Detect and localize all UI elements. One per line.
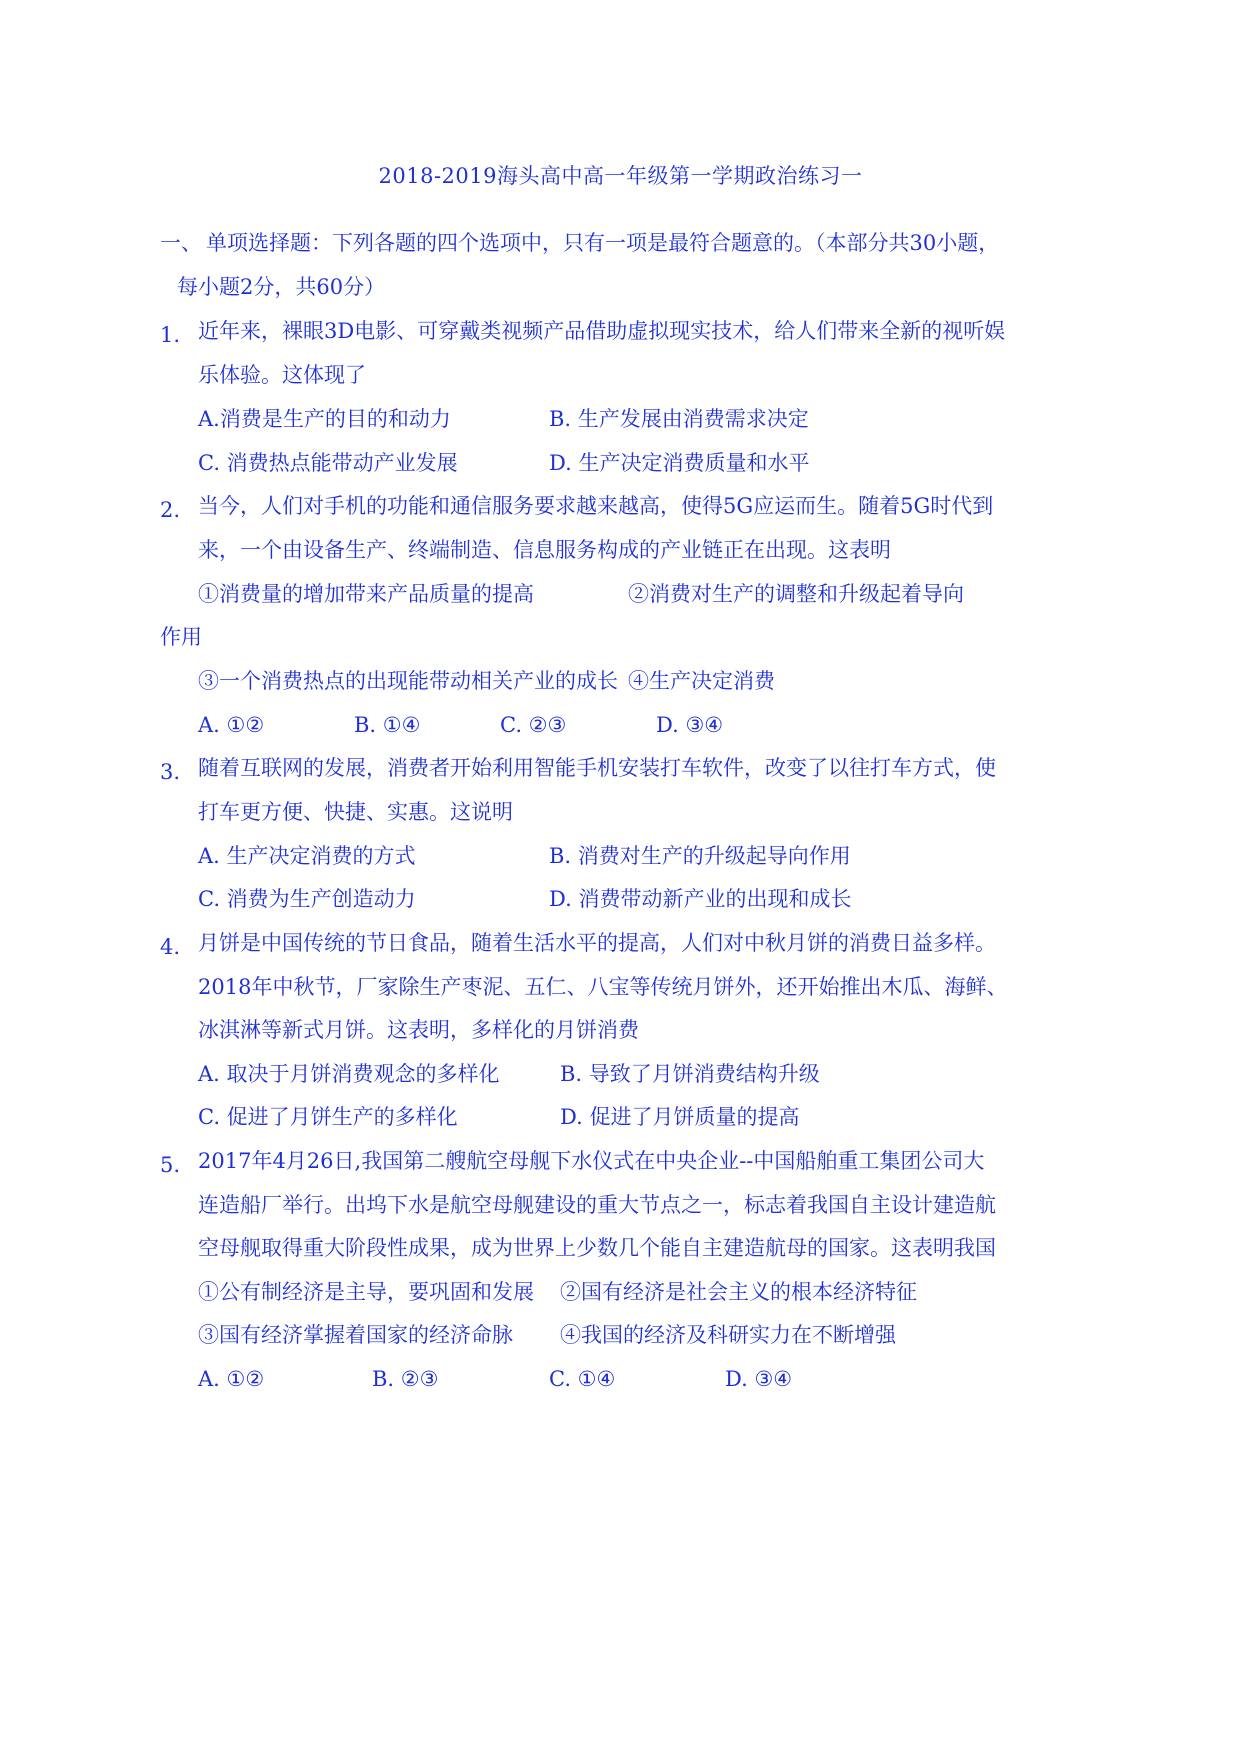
- question-4-option-a: A. 取决于月饼消费观念的多样化: [198, 1062, 500, 1086]
- question-2-option-b: B. ①④: [354, 713, 421, 737]
- question-2-statement-2-continued: 作用: [160, 625, 202, 649]
- question-1-option-a: A.消费是生产的目的和动力: [198, 407, 451, 431]
- question-5-option-a: A. ①②: [198, 1367, 265, 1391]
- question-2-stem-line1: 当今，人们对手机的功能和通信服务要求越来越高，使得5G应运而生。随着5G时代到: [198, 494, 994, 518]
- section-instructions-line1: 单项选择题：下列各题的四个选项中，只有一项是最符合题意的。（本部分共30小题，: [206, 231, 1000, 255]
- question-3-option-c: C. 消费为生产创造动力: [198, 887, 416, 911]
- question-3-stem-line1: 随着互联网的发展，消费者开始利用智能手机安装打车软件，改变了以往打车方式，使: [198, 756, 996, 780]
- question-4-stem-line2: 2018年中秋节，厂家除生产枣泥、五仁、八宝等传统月饼外，还开始推出木瓜、海鲜、: [198, 975, 1008, 999]
- question-3-option-a: A. 生产决定消费的方式: [198, 844, 416, 868]
- question-5-option-b: B. ②③: [372, 1367, 439, 1391]
- question-2-option-a: A. ①②: [198, 713, 265, 737]
- question-5-statement-3: ③国有经济掌握着国家的经济命脉: [198, 1323, 513, 1347]
- section-number: 一、: [160, 231, 202, 255]
- question-2-option-c: C. ②③: [500, 713, 567, 737]
- question-5-option-c: C. ①④: [549, 1367, 616, 1391]
- question-3-option-b: B. 消费对生产的升级起导向作用: [549, 844, 851, 868]
- question-1-option-c: C. 消费热点能带动产业发展: [198, 451, 458, 475]
- question-5-statement-1: ①公有制经济是主导，要巩固和发展: [198, 1280, 534, 1304]
- question-3-stem-line2: 打车更方便、快捷、实惠。这说明: [198, 800, 513, 824]
- question-5-stem-line1: 2017年4月26日,我国第二艘航空母舰下水仪式在中央企业--中国船舶重工集团公司大: [198, 1149, 985, 1173]
- section-instructions-line2: 每小题2分，共60分）: [177, 275, 386, 299]
- question-1-stem-line2: 乐体验。这体现了: [198, 363, 366, 387]
- question-2-option-d: D. ③④: [656, 713, 724, 737]
- question-2-statement-1: ①消费量的增加带来产品质量的提高: [198, 582, 534, 606]
- question-1-stem-line1: 近年来，裸眼3D电影、可穿戴类视频产品借助虚拟现实技术，给人们带来全新的视听娱: [198, 319, 1006, 343]
- question-1-option-b: B. 生产发展由消费需求决定: [549, 407, 809, 431]
- question-2-stem-line2: 来，一个由设备生产、终端制造、信息服务构成的产业链正在出现。这表明: [198, 538, 891, 562]
- question-5-option-d: D. ③④: [725, 1367, 793, 1391]
- question-3-number: 3.: [160, 760, 181, 784]
- question-2-number: 2.: [160, 498, 181, 522]
- question-5-stem-line3: 空母舰取得重大阶段性成果，成为世界上少数几个能自主建造航母的国家。这表明我国: [198, 1236, 996, 1260]
- question-4-stem-line3: 冰淇淋等新式月饼。这表明，多样化的月饼消费: [198, 1018, 639, 1042]
- question-5-statement-2: ②国有经济是社会主义的根本经济特征: [560, 1280, 917, 1304]
- question-4-stem-line1: 月饼是中国传统的节日食品，随着生活水平的提高，人们对中秋月饼的消费日益多样。: [198, 931, 996, 955]
- question-5-statement-4: ④我国的经济及科研实力在不断增强: [560, 1323, 896, 1347]
- question-4-option-b: B. 导致了月饼消费结构升级: [560, 1062, 820, 1086]
- question-2-statement-2: ②消费对生产的调整和升级起着导向: [628, 582, 964, 606]
- question-4-option-d: D. 促进了月饼质量的提高: [560, 1105, 800, 1129]
- question-4-number: 4.: [160, 935, 181, 959]
- question-2-statement-4: ④生产决定消费: [628, 669, 775, 693]
- question-3-option-d: D. 消费带动新产业的出现和成长: [549, 887, 852, 911]
- question-1-option-d: D. 生产决定消费质量和水平: [549, 451, 810, 475]
- question-4-option-c: C. 促进了月饼生产的多样化: [198, 1105, 458, 1129]
- question-2-statement-3: ③一个消费热点的出现能带动相关产业的成长: [198, 669, 618, 693]
- question-1-number: 1.: [160, 323, 181, 347]
- question-5-stem-line2: 连造船厂举行。出坞下水是航空母舰建设的重大节点之一，标志着我国自主设计建造航: [198, 1193, 996, 1217]
- question-5-number: 5.: [160, 1153, 181, 1177]
- page-title: 2018-2019海头高中高一年级第一学期政治练习一: [378, 164, 863, 188]
